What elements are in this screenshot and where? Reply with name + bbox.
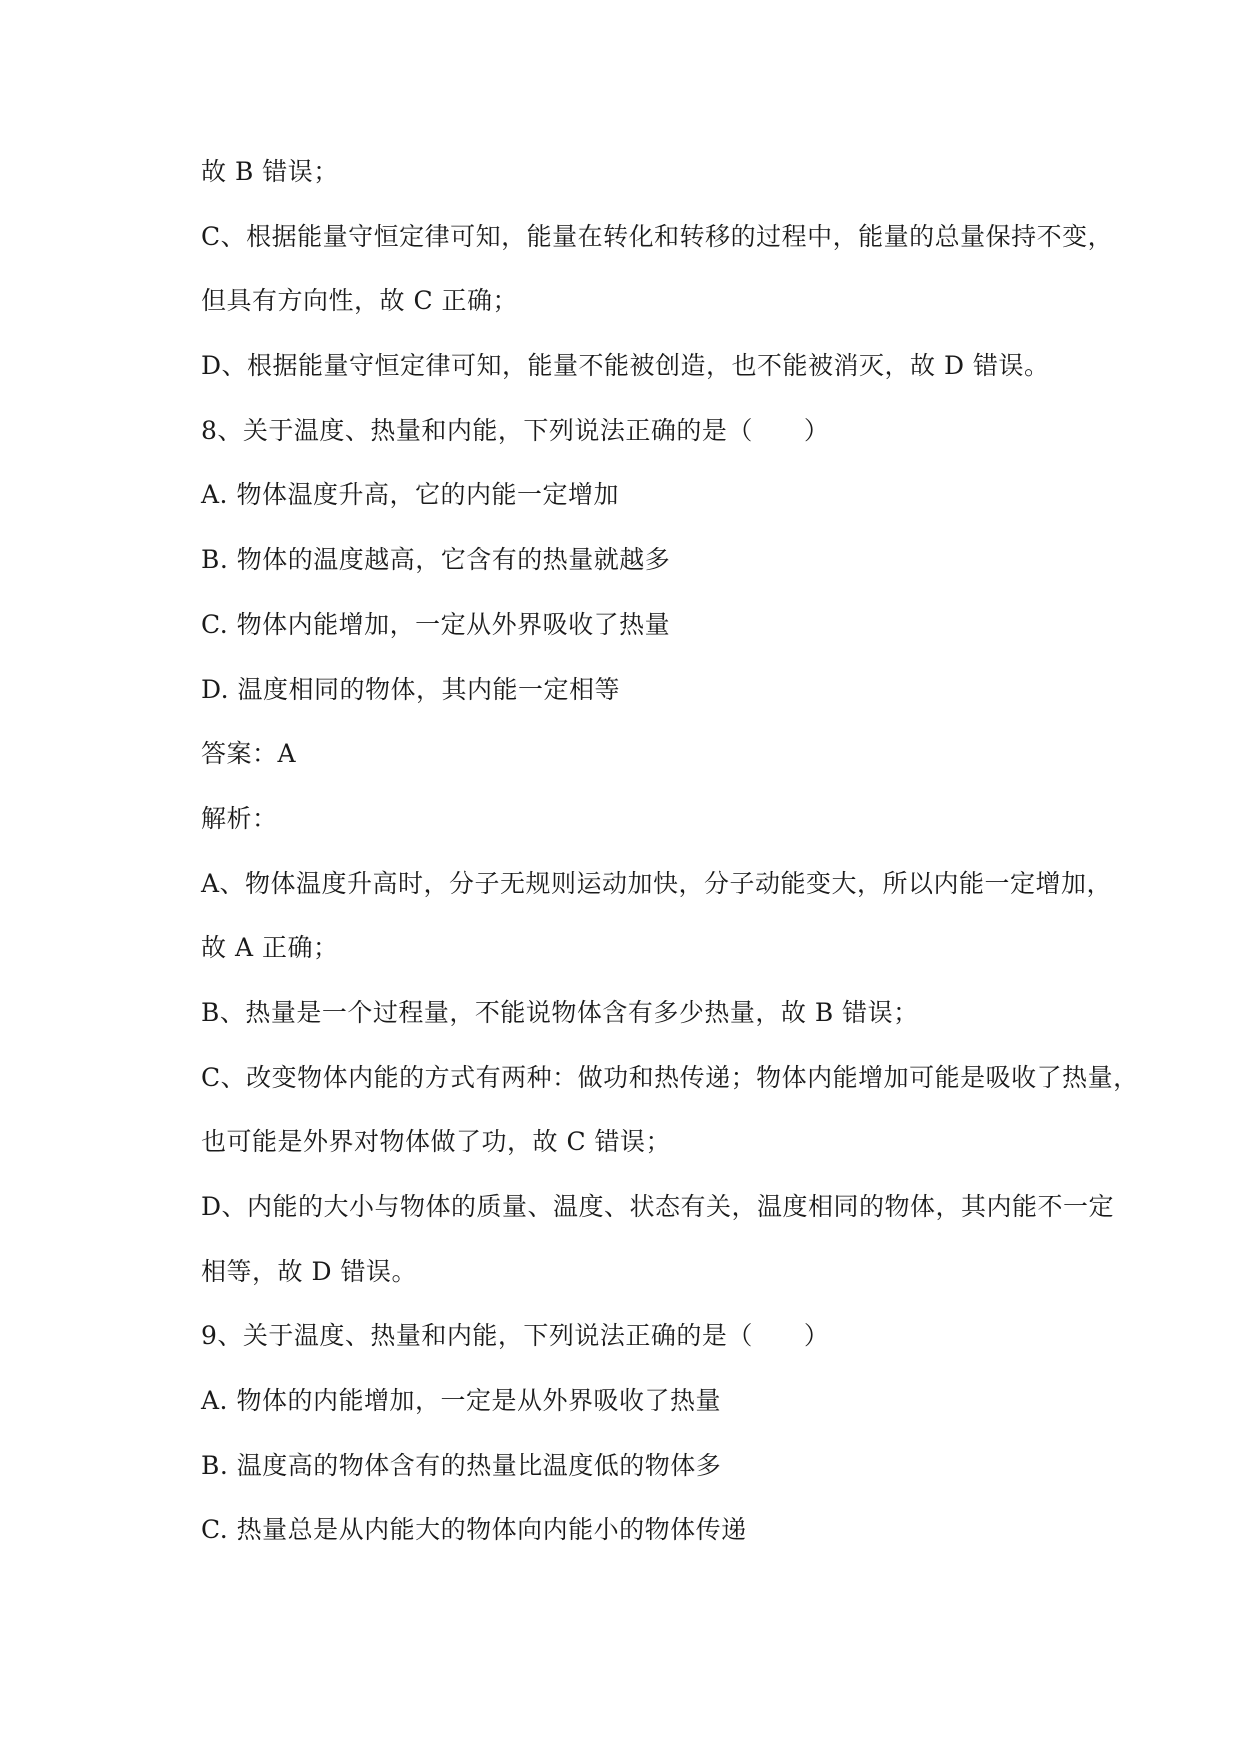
question-8-option-c: C. 物体内能增加，一定从外界吸收了热量 xyxy=(201,609,671,639)
text-line: 相等，故 D 错误。 xyxy=(201,1256,417,1286)
analysis-heading: 解析： xyxy=(201,803,278,833)
text-line: A、物体温度升高时，分子无规则运动加快，分子动能变大，所以内能一定增加， xyxy=(201,868,1113,898)
question-8-option-b: B. 物体的温度越高，它含有的热量就越多 xyxy=(201,545,671,575)
question-9-option-b: B. 温度高的物体含有的热量比温度低的物体多 xyxy=(201,1450,722,1480)
text-line: 但具有方向性，故 C 正确； xyxy=(201,286,519,316)
text-line: B、热量是一个过程量，不能说物体含有多少热量，故 B 错误； xyxy=(201,997,919,1027)
document-body xyxy=(201,140,1139,1563)
question-9-option-a: A. 物体的内能增加，一定是从外界吸收了热量 xyxy=(201,1386,721,1416)
text-line: 也可能是外界对物体做了功，故 C 错误； xyxy=(201,1127,672,1157)
text-line: D、根据能量守恒定律可知，能量不能被创造，也不能被消灭，故 D 错误。 xyxy=(201,351,1050,381)
question-9-stem: 9、关于温度、热量和内能，下列说法正确的是（ ） xyxy=(201,1321,830,1351)
question-8-option-a: A. 物体温度升高，它的内能一定增加 xyxy=(201,480,619,510)
question-9-option-c: C. 热量总是从内能大的物体向内能小的物体传递 xyxy=(201,1515,747,1545)
question-8-stem: 8、关于温度、热量和内能，下列说法正确的是（ ） xyxy=(201,415,830,445)
text-line: C、改变物体内能的方式有两种：做功和热传递；物体内能增加可能是吸收了热量， xyxy=(201,1062,1139,1092)
text-line: D、内能的大小与物体的质量、温度、状态有关，温度相同的物体，其内能不一定 xyxy=(201,1192,1115,1221)
question-8-option-d: D. 温度相同的物体，其内能一定相等 xyxy=(201,674,621,704)
question-8-answer: 答案：A xyxy=(201,739,297,769)
text-line: C、根据能量守恒定律可知，能量在转化和转移的过程中，能量的总量保持不变， xyxy=(201,221,1114,251)
text-line: 故 A 正确； xyxy=(201,933,339,963)
text-line: 故 B 错误； xyxy=(201,157,339,186)
